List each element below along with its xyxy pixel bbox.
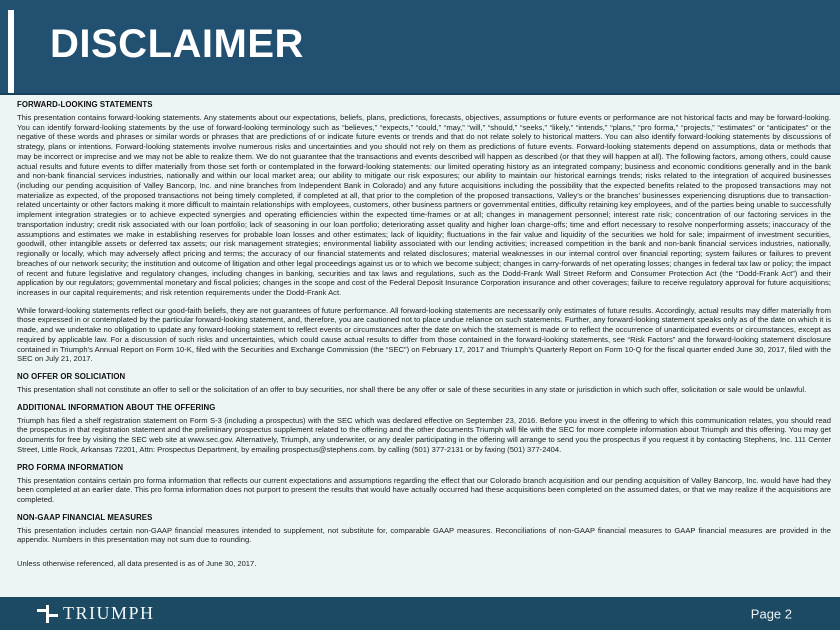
- footer-bar: [0, 597, 840, 630]
- disclaimer-paragraph: While forward-looking statements reflect our good-faith beliefs, they are not guarantees of future performance. All forward-looking statements are necessarily only estimates of future results. Accordingly, actual results may differ materially from those expressed in or contemplated by the particular forward-looking statement, and, therefore, you are cautioned not to place undue reliance on such statements. Further, any forward-looking statement speaks only as of the date on which it is made, and we undertake no obligation to update any forward-looking statement to reflect events or circumstances after the date on which the statement is made or to reflect the occurrence of unanticipated events or circumstances, except as required by applicable law. For a discussion of such risks and uncertainties, which could cause actual results to differ from those contained in the forward-looking statements, see “Risk Factors” and the forward-looking statement disclosure contained in Triumph’s Annual Report on Form 10-K, filed with the Securities and Exchange Commission (the “SEC”) on February 17, 2017 and Triumph’s Quarterly Report on Form 10-Q for the fiscal quarter ended June 30, 2017, filed with the SEC on July 21, 2017.: [17, 305, 831, 364]
- disclaimer-paragraph: This presentation includes certain non-GAAP financial measures intended to supplement, not substitute for, comparable GAAP measures. Reconciliations of non-GAAP financial measures to GAAP financial measures are provided in the appendix. Numbers in this presentation may not sum due to rounding.: [17, 525, 831, 545]
- section-heading: PRO FORMA INFORMATION: [17, 462, 124, 472]
- section-additional-information: [17, 403, 831, 455]
- section-heading: NON-GAAP FINANCIAL MEASURES: [17, 512, 153, 522]
- section-heading: NO OFFER OR SOLICIATION: [17, 371, 126, 381]
- section-pro-forma: [17, 463, 831, 505]
- page-number: Page 2: [750, 606, 792, 621]
- accent-stripe: [8, 10, 14, 93]
- disclaimer-paragraph: This presentation contains forward-looking statements. Any statements about our expectations, beliefs, plans, predictions, forecasts, objectives, assumptions or future events or performance are not historical facts and may be forward-looking. You can identify forward-looking statements by the use of forward-looking terminology such as “believes,” “expects,” “could,” “may,” “will,” “should,” “seeks,” “likely,” “intends,” “plans,” “pro forma,” “projects,” “estimates” or “anticipates” or the negative of these words and phrases or similar words or phrases that are predictions of or indicate future events or trends and that do not relate solely to historical matters. You can also identify forward-looking statements by discussions of strategy, plans or intentions. Forward-looking statements involve numerous risks and uncertainties and you should not rely on them as predictions of future events. Forward-looking statements depend on assumptions, data or methods that may be incorrect or imprecise and we may not be able to realize them. We do not guarantee that the transactions and events described will happen as described (or that they will happen at all). The following factors, among others, could cause actual results and future events to differ materially from those set forth or contemplated in the forward-looking statements: our limited operating history as an integrated company; business and economic conditions generally and in the bank and non-bank financial services industries, nationally and within our local market area; our ability to mitigate our risk exposures; our ability to maintain our historical earnings trends; risks related to the integration of acquired businesses (including our pending acquisition of Valley Bancorp, Inc. and nine branches from Independent Bank in Colorado) and any future acquisitions including the possibility that the expected benefits related to the proposed transactions may not materialize as expected, of the proposed transactions not being timely completed, if completed at all, that prior to the completion of the proposed transactions, Valley’s or the branches’ businesses experiencing disruptions due to transaction-related uncertainty or other factors making it more difficult to maintain relationships with employees, customers, other business partners or governmental entities, difficulty retaining key employees, and of the parties being unable to successfully implement integration strategies or to achieve expected synergies and operating efficiencies within the expected time-frames or at all; changes in management personnel; interest rate risk; concentration of our factoring services in the transportation industry; credit risk associated with our loan portfolio; lack of seasoning in our loan portfolio; deteriorating asset quality and higher loan charge-offs; time and effort necessary to resolve nonperforming assets; inaccuracy of the assumptions and estimates we make in establishing reserves for probable loan losses and other estimates; lack of liquidity; fluctuations in the fair value and liquidity of the securities we hold for sale; impairment of investment securities, goodwill, other intangible assets or deferred tax assets; our risk management strategies; environmental liability associated with our lending activities; increased competition in the bank and non-bank financial services industries, nationally, regionally or locally, which may adversely affect pricing and terms; the accuracy of our financial statements and related disclosures; material weaknesses in our internal control over financial reporting; system failures or failures to prevent breaches of our network security; the institution and outcome of litigation and other legal proceedings against us or to which we become subject; changes in carry-forwards of net operating losses; changes in federal tax law or policy; the impact of recent and future legislative and regulatory changes, including changes in banking, securities and tax laws and regulations, such as the Dodd-Frank Wall Street Reform and Consumer Protection Act (the “Dodd-Frank Act”) and their application by our regulators; governmental monetary and fiscal policies; changes in the scope and cost of the Federal Deposit Insurance Corporation insurance and other coverages; failure to receive regulatory approval for future acquisitions; increases in our capital requirements; and risk retention requirements under the Dodd-Frank Act.: [17, 113, 831, 297]
- section-forward-looking: [17, 100, 831, 364]
- page-title: DISCLAIMER: [50, 22, 304, 66]
- section-non-gaap: [17, 513, 831, 545]
- disclaimer-paragraph: This presentation shall not constitute an offer to sell or the solicitation of an offer to buy securities, nor shall there be any offer or sale of these securities in any state or jurisdiction in which such offer, solicitation or sale would be unlawful.: [17, 384, 807, 394]
- section-heading: FORWARD-LOOKING STATEMENTS: [17, 100, 153, 109]
- triumph-cross-icon: [37, 605, 58, 623]
- disclaimer-paragraph: Triumph has filed a shelf registration statement on Form S-3 (including a prospectus) with the SEC which was declared effective on September 23, 2016. Before you invest in the offering to which this communication relates, you should read the prospectus in that registration statement and the preliminary prospectus supplement related to the offering and the other documents Triumph will file with the SEC for more complete information about Triumph and this offering. You may get documents for free by visiting the SEC web site at www.sec.gov. Alternatively, Triumph, any underwriter, or any dealer participating in the offering will arrange to send you the prospectus if you request it by contacting Stephens, Inc. 111 Center Street, Little Rock, Arkansas 72201, Attn: Prospectus Department, by emailing prospectus@stephens.com. by calling (501) 377-2131 or by faxing (501) 377-2404.: [17, 415, 831, 454]
- triumph-logo: [37, 597, 155, 630]
- header-banner: [0, 0, 840, 95]
- section-no-offer: [17, 372, 831, 395]
- disclaimer-body: [17, 95, 831, 596]
- data-as-of-note: Unless otherwise referenced, all data presented is as of June 30, 2017.: [17, 559, 257, 569]
- logo-wordmark: TRIUMPH: [63, 603, 155, 623]
- disclaimer-paragraph: This presentation contains certain pro forma information that reflects our current expectations and assumptions regarding the effect that our Colorado branch acquisition and our pending acquisition of Valley Bancorp, Inc. would have had they been completed at an earlier date. This pro forma information does not purport to present the results that would have actually occurred had these acquisitions been completed on the assumed dates, or that we may realize if the acquisitions are completed.: [17, 475, 831, 504]
- section-heading: ADDITIONAL INFORMATION ABOUT THE OFFERING: [17, 402, 216, 412]
